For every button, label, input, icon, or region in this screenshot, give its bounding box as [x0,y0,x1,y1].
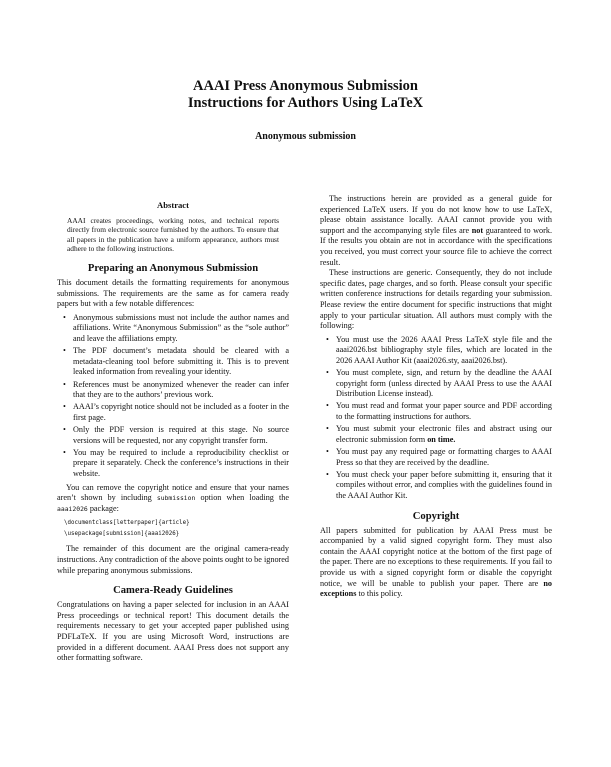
camera-ready-paragraph-1: Congratulations on having a paper selected for inclusion in an AAAI Press proceedings or technical report! This document details the requirements necessary to get your accepted paper published using PDFLaTeX. If you are using Microsoft Word, instructions are provided in a different document. AAAI Press does not support any other formatting software. [57,600,289,663]
section-heading-copyright: Copyright [412,510,460,522]
list-item: • Only the PDF version is required at this stage. No source versions will be requested, nor any copyright transfer form. [63,425,289,445]
abstract-text: AAAI creates proceedings, working notes, and technical reports directly from electronic source furnished by the authors. To ensure that all papers in the publication have a uniform appearance, authors must adhere to the following instructions. [67,215,279,254]
remainder-paragraph: The remainder of this document are the original camera-ready instructions. Any contradiction of the above points ought to be ignored while preparing anonymous submissions. [57,544,289,575]
list-item: • You must use the 2026 AAAI Press LaTeX style file and the aaai2026.bst bibliography style files, which are located in the 2026 AAAI Author Kit (aaai2026.sty, aaai2026.bst). [326,334,552,365]
requirements-bullet-list [320,335,552,502]
camera-ready-paragraph-3: These instructions are generic. Consequently, they do not include specific dates, page charges, and so forth. Please consult your specific written conference instructions for details regarding your submission. Please review the entire document for specific instructions that might apply to your particular situation. All authors must comply with the following: [320,268,552,331]
right-column [320,194,552,600]
paper-title-line-2: Instructions for Authors Using LaTeX [187,95,424,111]
section-heading-anonymous: Preparing an Anonymous Submission [87,262,259,274]
abstract-heading: Abstract [157,200,189,210]
list-item: • You must read and format your paper source and PDF according to the formatting instructions for authors. [326,401,552,422]
title-block [0,78,611,142]
list-item: • You must check your paper before submitting it, ensuring that it compiles without error, and complies with the guidelines found in the AAAI Author Kit. [326,469,552,500]
code-block [64,518,289,540]
inline-code-submission: submission [156,494,196,503]
copyright-paragraph: All papers submitted for publication by AAAI Press must be accompanied by a valid signed copyright form. They must also contain the AAAI copyright notice at the bottom of the first page of the paper. There are no exceptions to these requirements. If you fail to provide us with a signed copyright form or disable the copyright notice, we will be unable to publish your paper. There are no exceptions to this policy. [320,525,553,599]
list-item: • You may be required to include a reproducibility checklist or prepare it separately. Check the conference’s instructions in their website. [63,447,289,479]
copyright-removal-paragraph: You can remove the copyright notice and ensure that your names aren’t shown by including submission option when loading the aaai2026 package: [57,482,290,513]
paper-title-line-1: AAAI Press Anonymous Submission [193,78,418,94]
camera-ready-paragraph-2: The instructions herein are provided as a general guide for experienced LaTeX users. If you do not know how to use LaTeX, please obtain assistance locally. AAAI cannot provide you with support and the accompanying style files are not guaranteed to work. If the results you obtain are not in accordance with the specifications you received, you must correct your source file to achieve the correct result. [320,194,552,267]
list-item: • Anonymous submissions must not include the author names and affiliations. Write “Anonymous Submission” as the “sole author” and leave the affiliations empty. [63,312,289,343]
anonymous-intro: This document details the formatting requirements for anonymous submissions. The requirements are the same as for camera ready papers but with a few notable differences: [57,277,289,309]
code-line: \usepackage[submission]{aaai2026} [64,531,180,538]
inline-code-package: aaai2026 [57,504,88,513]
author-line: Anonymous submission [255,131,356,142]
list-item: • The PDF document’s metadata should be cleared with a metadata-cleaning tool before submitting it. This is to prevent leaked information from revealing your identity. [63,346,289,377]
anonymous-bullet-list [57,313,289,480]
section-heading-camera-ready: Camera-Ready Guidelines [113,585,233,597]
list-item: • You must pay any required page or formatting charges to AAAI Press so that they are received by the deadline. [326,447,552,467]
list-item: • You must submit your electronic files and abstract using our electronic submission form on time. [326,424,552,444]
list-item: • You must complete, sign, and return by the deadline the AAAI copyright form (unless directed by AAAI Press to use the AAAI Distribution License instead). [326,368,552,399]
list-item: • AAAI’s copyright notice should not be included as a footer in the first page. [63,402,289,422]
list-item: • References must be anonymized whenever the reader can infer that they are to the authors’ previous work. [63,379,289,400]
code-line: \documentclass[letterpaper]{article} [64,520,190,527]
left-column [57,200,289,664]
